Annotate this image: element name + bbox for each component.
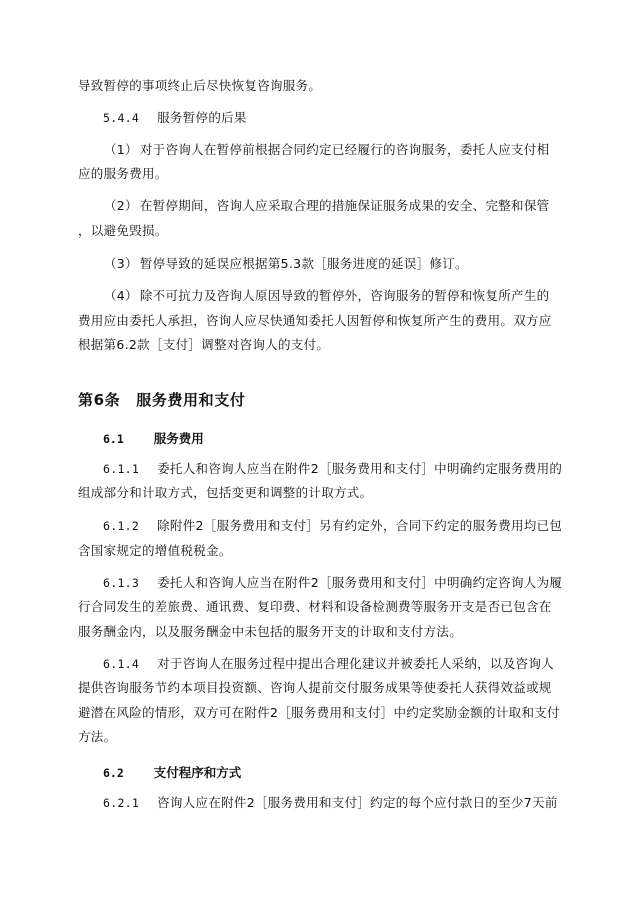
- article-title: 服务费用和支付: [136, 391, 246, 409]
- item-number: （2）: [104, 198, 138, 213]
- clause-6-1-2-line-2: 含国家规定的增值税税金。: [78, 543, 232, 558]
- clause-6-1-3-line-1: [103, 575, 562, 591]
- clause-6-1-4-line-3: 避潜在风险的情形，双方可在附件2［服务费用和支付］中约定奖励金额的计取和支付: [78, 705, 560, 720]
- clause-6-1-1-line-2: 组成部分和计取方式，包括变更和调整的计取方式。: [78, 485, 373, 500]
- item-number: （4）: [104, 288, 138, 303]
- article-number: 第6条: [78, 391, 121, 409]
- item-2-line-1: [104, 198, 549, 214]
- clause-6-1-1-line-1: [103, 461, 562, 477]
- clause-6-1-4-line-1: [103, 656, 554, 672]
- section-title: 支付程序和方式: [153, 765, 242, 780]
- section-6-2-heading: [103, 763, 241, 781]
- clause-number: 6.1.4: [103, 657, 140, 671]
- item-number: （1）: [104, 142, 138, 157]
- item-text: 在暂停期间，咨询人应采取合理的措施保证服务成果的安全、完整和保管: [139, 198, 550, 213]
- text-line: 导致暂停的事项终止后尽快恢复咨询服务。: [78, 78, 322, 93]
- clause-6-1-3-line-2: 行合同发生的差旅费、通讯费、复印费、材料和设备检测费等服务开支是否已包含在: [78, 599, 552, 614]
- item-text: 除不可抗力及咨询人原因导致的暂停外，咨询服务的暂停和恢复所产生的: [139, 288, 550, 303]
- clause-number: 6.1.3: [103, 576, 140, 590]
- item-1-line-1: [104, 142, 549, 158]
- item-1-line-2: 应的服务费用。: [78, 166, 168, 181]
- clause-6-1-4-line-4: 方法。: [78, 729, 117, 744]
- clause-6-2-1-line-1: [103, 795, 558, 811]
- item-4-line-1: [104, 288, 549, 304]
- item-4-line-3: 根据第6.2款［支付］调整对咨询人的支付。: [78, 337, 330, 352]
- clause-6-1-3-line-3: 服务酬金内，以及服务酬金中未包括的服务开支的计取和支付方法。: [78, 624, 463, 639]
- clause-text: 对于咨询人在服务过程中提出合理化建议并被委托人采纳，以及咨询人: [157, 656, 554, 671]
- item-number: （3）: [104, 256, 138, 271]
- item-4-line-2: 费用应由委托人承担，咨询人应尽快通知委托人因暂停和恢复所产生的费用。双方应: [78, 313, 552, 328]
- clause-6-1-2-line-1: [103, 518, 562, 534]
- section-title: 服务费用: [153, 431, 204, 446]
- section-number: 6.2: [103, 766, 124, 780]
- clause-number: 5.4.4: [103, 111, 140, 125]
- article-6-heading: [78, 389, 245, 410]
- clause-text: 委托人和咨询人应当在附件2［服务费用和支付］中明确约定服务费用的: [157, 461, 563, 476]
- item-text: 对于咨询人在暂停前根据合同约定已经履行的咨询服务，委托人应支付相: [139, 142, 550, 157]
- clause-text: 除附件2［服务费用和支付］另有约定外，合同下约定的服务费用均已包: [157, 518, 563, 533]
- clause-number: 6.1.2: [103, 519, 140, 533]
- clause-5-4-4-heading: [103, 110, 247, 126]
- item-2-line-2: ，以避免毁损。: [78, 223, 168, 238]
- clause-text: 咨询人应在附件2［服务费用和支付］约定的每个应付款日的至少7天前: [157, 795, 558, 810]
- clause-number: 6.2.1: [103, 796, 140, 810]
- clause-6-1-4-line-2: 提供咨询服务节约本项目投资额、咨询人提前交付服务成果等使委托人获得效益或规: [78, 680, 552, 695]
- item-3-line-1: [104, 256, 468, 272]
- item-text: 暂停导致的延误应根据第5.3款［服务进度的延误］修订。: [139, 256, 468, 271]
- clause-title: 服务暂停的后果: [157, 110, 247, 125]
- clause-number: 6.1.1: [103, 462, 140, 476]
- section-6-1-heading: [103, 429, 204, 447]
- clause-text: 委托人和咨询人应当在附件2［服务费用和支付］中明确约定咨询人为履: [157, 575, 563, 590]
- section-number: 6.1: [103, 432, 124, 446]
